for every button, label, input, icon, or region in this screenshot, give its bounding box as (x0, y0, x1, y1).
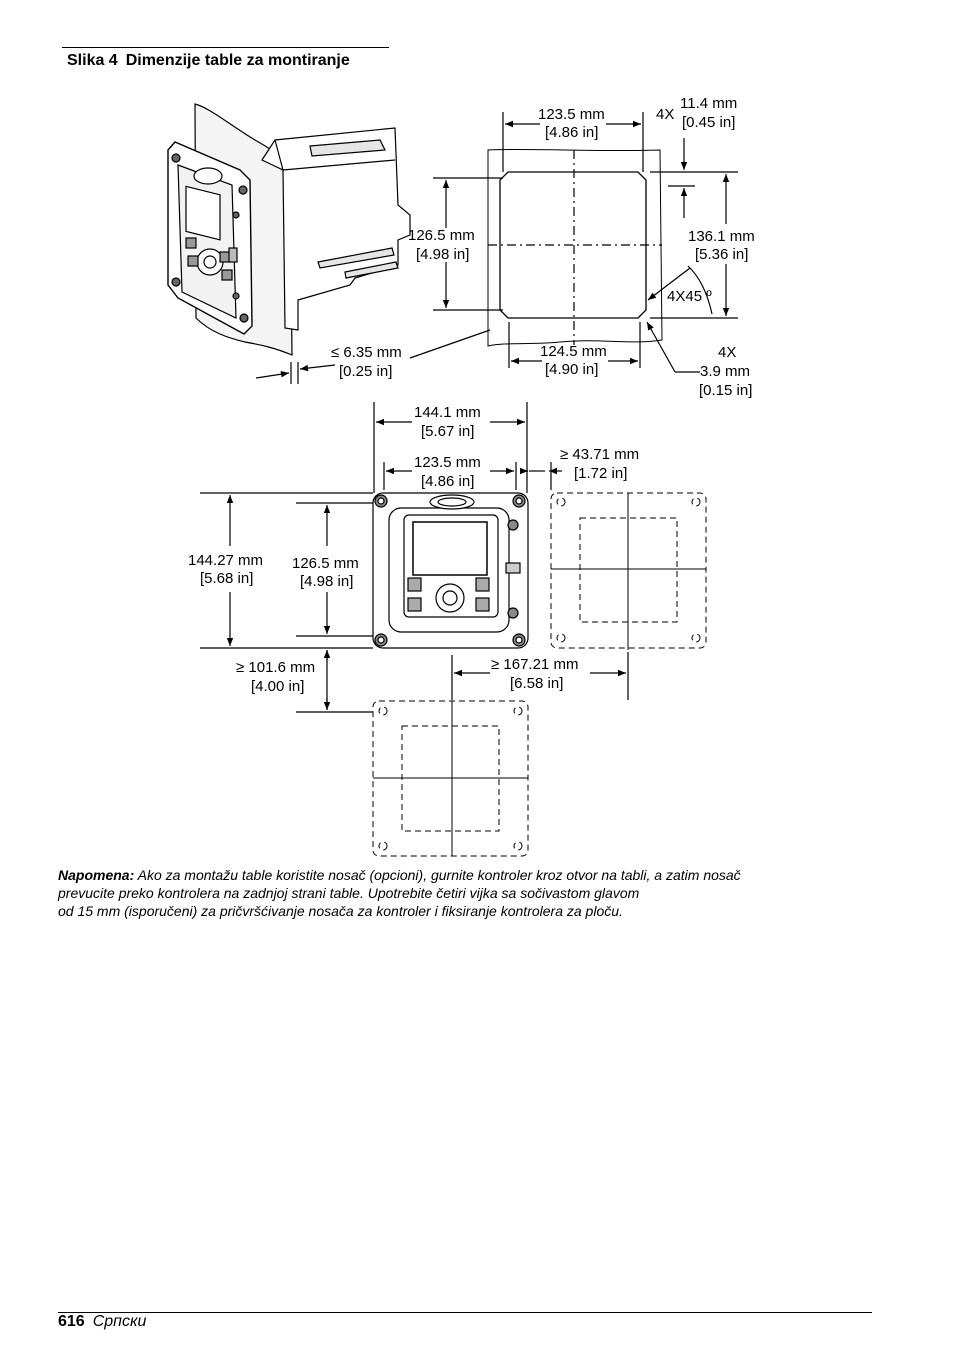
controller-front-view (373, 493, 528, 648)
pitch-in-label: [6.58 in] (510, 675, 564, 692)
front-height-in-label: [5.68 in] (200, 570, 254, 587)
radius-in-label: [0.15 in] (699, 382, 753, 399)
radius-count-label: 4X (718, 344, 737, 361)
note-line-1 (58, 866, 858, 884)
pitch-mm-label: ≥ 167.21 mm (491, 656, 579, 673)
corner-offset-in-label: [0.45 in] (682, 114, 736, 131)
note-label: Napomena: (58, 867, 135, 883)
figure-number: Slika 4 (67, 52, 118, 69)
inner-width-mm-label: 123.5 mm (414, 454, 481, 471)
cutout-height-mm-label: 126.5 mm (408, 227, 475, 244)
controller-3d-view (168, 104, 410, 355)
bottom-width-mm-label: 124.5 mm (540, 343, 607, 360)
corner-offset-mm-label: 11.4 mm (680, 95, 738, 112)
front-width-mm-label: 144.1 mm (414, 404, 481, 421)
note-text-2: prevucite preko kontrolera na zadnjoj strani table. Upotrebite četiri vijka sa sočivastom glavom (58, 885, 640, 901)
side-clearance-mm-label: ≥ 43.71 mm (560, 446, 640, 463)
page-footer (58, 1313, 146, 1331)
cutout-width-in-label: [4.86 in] (545, 124, 599, 141)
side-clearance-in-label: [1.72 in] (574, 465, 628, 482)
inner-height-in-label: [4.98 in] (300, 573, 354, 590)
mounting-note (58, 866, 858, 920)
vertical-clearance-in-label: [4.00 in] (251, 678, 305, 695)
inner-width-in-label: [4.86 in] (421, 473, 475, 490)
inner-height-mm-label: 126.5 mm (292, 555, 359, 572)
vertical-clearance-mm-label: ≥ 101.6 mm (236, 659, 316, 676)
footer-rule (58, 1312, 872, 1313)
radius-mm-label: 3.9 mm (700, 363, 751, 380)
chamfer-label: 4X45 º (667, 288, 712, 305)
panel-thickness-in-label: [0.25 in] (339, 363, 393, 380)
figure-title: Dimenzije table za montiranje (125, 52, 350, 69)
note-text-3: od 15 mm (isporučeni) za pričvršćivanje nosača za kontroler i fiksiranje kontrolera za ploču. (58, 903, 623, 919)
outer-height-mm-label: 136.1 mm (688, 228, 755, 245)
panel-thickness-mm-label: ≤ 6.35 mm (331, 344, 402, 361)
cutout-height-in-label: [4.98 in] (416, 246, 470, 263)
outer-height-in-label: [5.36 in] (695, 246, 749, 263)
corner-count-label: 4X (656, 106, 675, 123)
footer-language: Српски (92, 1313, 147, 1330)
cutout-width-mm-label: 123.5 mm (538, 106, 605, 123)
note-text-1: Ako za montažu table koristite nosač (opcioni), gurnite kontroler kroz otvor na tabli, a zatim nosač (137, 867, 741, 883)
page-number: 616 (58, 1313, 85, 1330)
bottom-width-in-label: [4.90 in] (545, 361, 599, 378)
front-width-in-label: [5.67 in] (421, 423, 475, 440)
front-height-mm-label: 144.27 mm (188, 552, 264, 569)
